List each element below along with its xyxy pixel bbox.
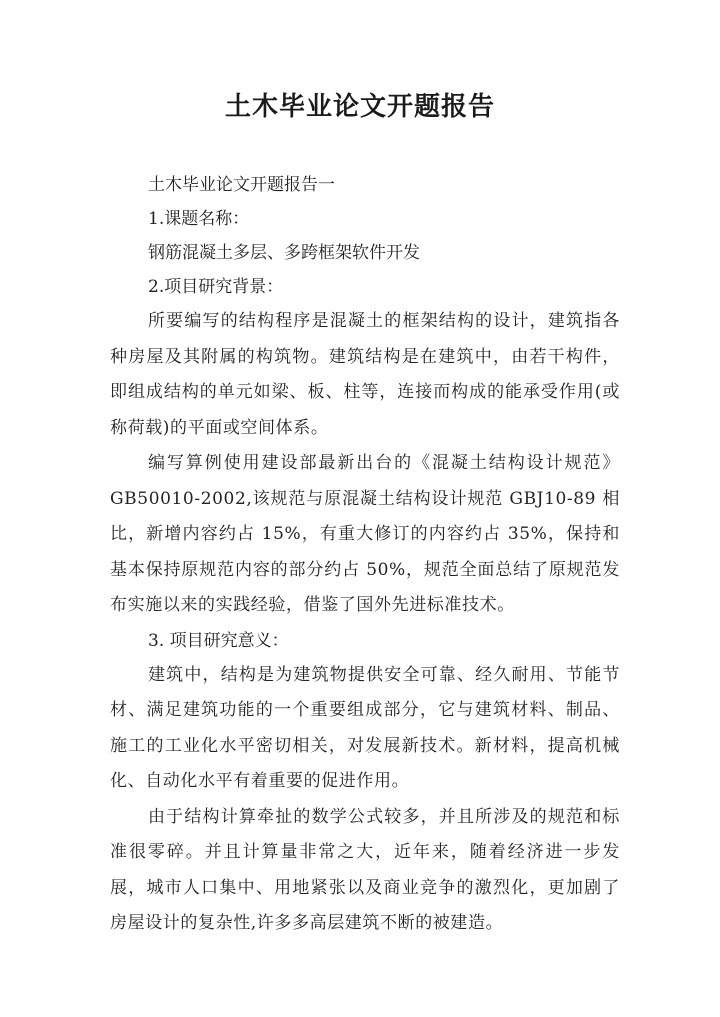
section-3-heading: 3. 项目研究意义： [148,630,289,651]
section-3-paragraph-1: 建筑中，结构是为建筑物提供安全可靠、经久耐用、节能节材、满足建筑功能的一个重要组成部分，它与建筑材料、制品、施工的工业化水平密切相关，对发展新技术。新材料，提高机械化、自动化水平有着重要的促进作用。 [110,664,620,791]
document-subtitle: 土木毕业论文开题报告一 [148,175,335,195]
section-2-heading: 2.项目研究背景： [148,277,284,297]
section-3-paragraph-2: 由于结构计算牵扯的数学公式较多，并且所涉及的规范和标准很零碎。并且计算量非常之大，近年来，随着经济进一步发展，城市人口集中、用地紧张以及商业竞争的激烈化，更加剧了房屋设计的复杂性,许多多高层建筑不断的被建造。 [110,806,620,933]
document-body [110,168,620,942]
section-1-heading: 1.课题名称： [148,209,250,229]
section-1-text: 钢筋混凝土多层、多跨框架软件开发 [148,243,420,263]
section-2-paragraph-1: 所要编写的结构程序是混凝土的框架结构的设计，建筑指各种房屋及其附属的构筑物。建筑结构是在建筑中，由若干构件，即组成结构的单元如梁、板、柱等，连接而构成的能承受作用(或称荷载)的平面或空间体系。 [110,311,620,438]
section-2-paragraph-2: 编写算例使用建设部最新出台的《混凝土结构设计规范》GB50010-2002,该规范与原混凝土结构设计规范 GBJ10-89 相比，新增内容约占 15%，有重大修订的内容约占 35%，保持和基本保持原规范内容的部分约占 50%，规范全面总结了原规范发布实施以来的实践经验，借鉴了国外先进标准技术。 [110,453,620,615]
document-title: 土木毕业论文开题报告 [224,92,495,122]
